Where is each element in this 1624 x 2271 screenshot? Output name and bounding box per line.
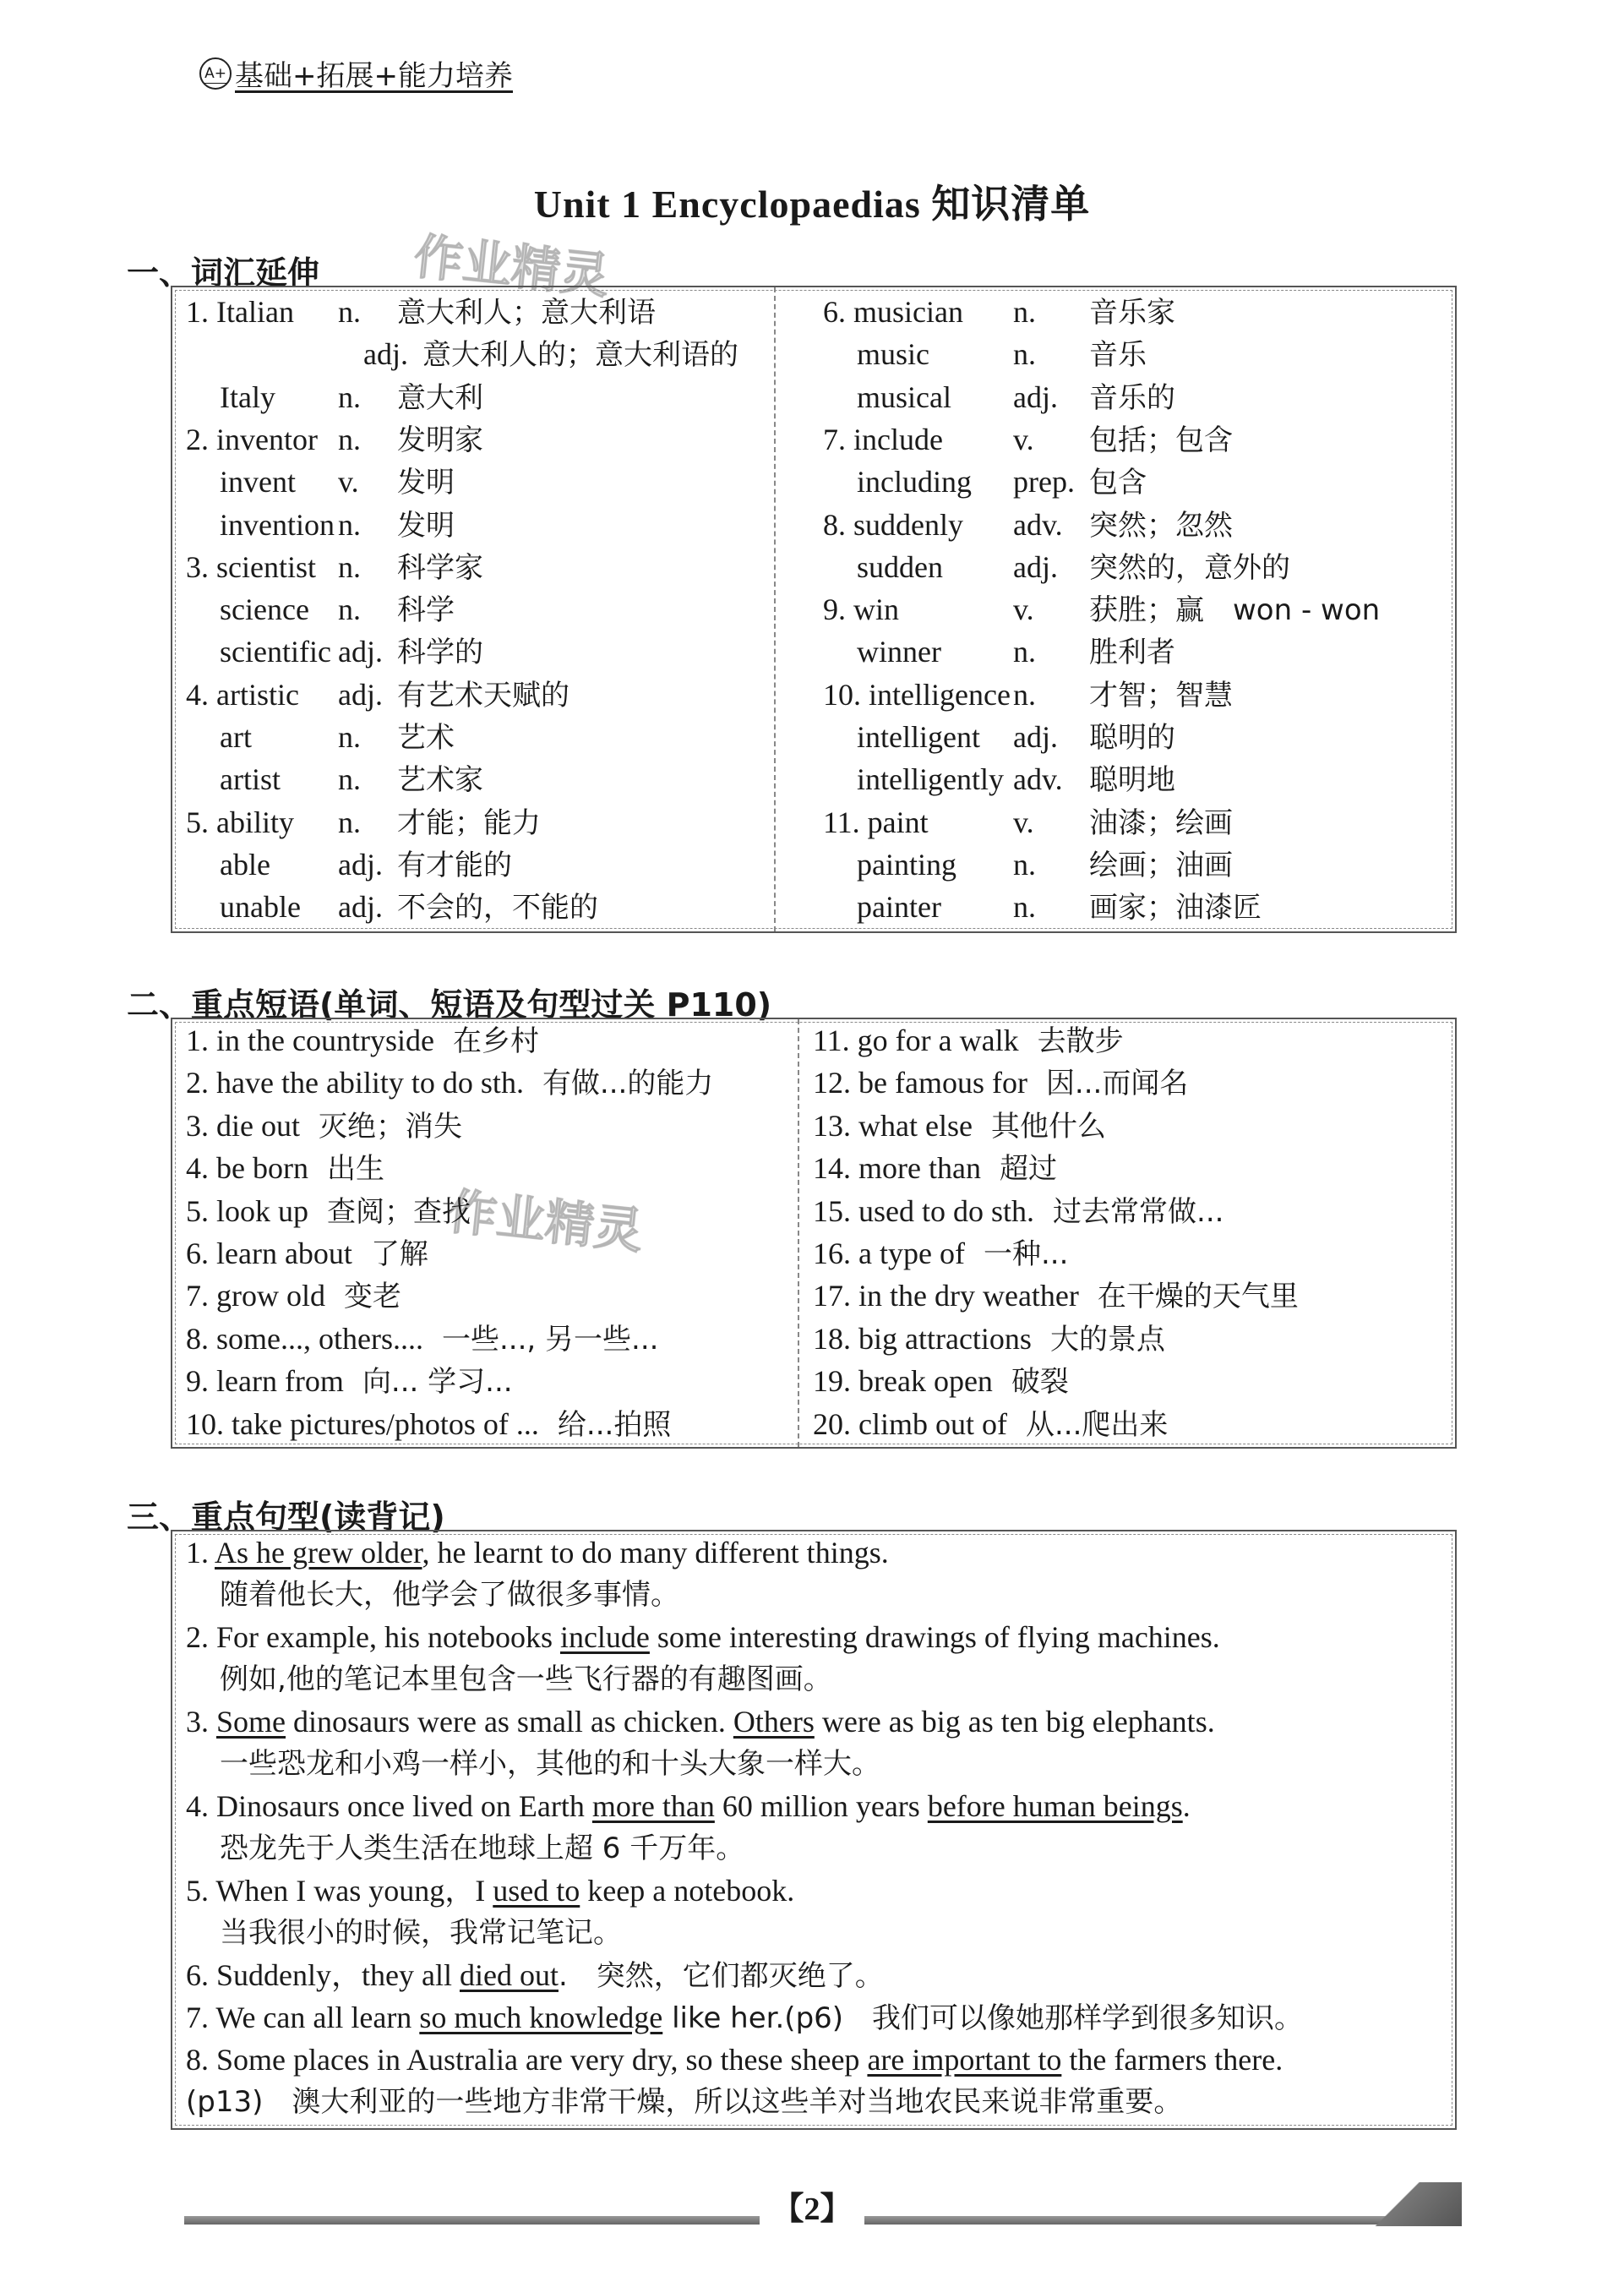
vocab-meaning: 包括；包含 <box>1089 423 1233 457</box>
phrase-chinese: 出生 <box>326 1152 384 1187</box>
vocab-meaning: 突然的，意外的 <box>1089 550 1290 585</box>
vocab-part-of-speech: n. <box>338 592 361 627</box>
vocab-row <box>823 291 1175 333</box>
sentence-text: were as big as ten big elephants. <box>814 1705 1215 1739</box>
vocab-part-of-speech: adj. <box>338 677 383 712</box>
vocabulary-box <box>171 286 1457 933</box>
sentence-english <box>186 2039 1283 2081</box>
phrase-english: 18. big attractions <box>813 1321 1032 1356</box>
key-phrase: As he grew older <box>215 1536 422 1570</box>
vocab-word: sudden <box>857 549 943 584</box>
phrase-chinese: 灭绝；消失 <box>318 1109 462 1144</box>
phrase-row <box>186 1403 671 1445</box>
section-heading-phrases: 二、重点短语(单词、短语及句型过关 P110) <box>127 986 772 1024</box>
phrase-english: 9. learn from <box>186 1364 344 1399</box>
phrase-english: 20. climb out of <box>813 1406 1007 1441</box>
series-name: 基础+拓展+能力培养 <box>235 59 513 93</box>
series-header <box>199 52 513 94</box>
phrase-chinese: 从...爬出来 <box>1025 1407 1169 1442</box>
vocab-part-of-speech: n. <box>338 422 361 456</box>
section-heading-vocabulary: 一、词汇延伸 <box>127 254 320 292</box>
sentences-column <box>186 1531 1445 2128</box>
phrase-english: 16. a type of <box>813 1236 965 1270</box>
sentence-chinese: (p13) 澳大利亚的一些地方非常干燥，所以这些羊对当地农民来说非常重要。 <box>186 2085 1183 2119</box>
vocab-part-of-speech: n. <box>338 762 361 797</box>
vocab-part-of-speech: v. <box>1013 805 1034 839</box>
phrase-chinese: 变老 <box>344 1280 401 1314</box>
sentence-text: the farmers there. <box>1061 2043 1283 2077</box>
vocab-word: music <box>857 337 929 372</box>
vocab-row <box>823 801 1233 843</box>
sentence-text: some interesting drawings of flying machines. <box>649 1620 1220 1654</box>
vocab-meaning: 绘画；油画 <box>1089 848 1233 882</box>
vocab-word: able <box>220 847 270 882</box>
vocab-part-of-speech: n. <box>1013 890 1036 925</box>
phrase-english: 2. have the ability to do sth. <box>186 1066 524 1100</box>
vocab-word: 11. paint <box>823 805 929 839</box>
phrase-row <box>813 1147 1057 1189</box>
vocab-row <box>186 546 483 588</box>
series-logo-icon: A+ <box>199 57 232 90</box>
sentence-text: , he learnt to do many different things. <box>422 1536 889 1570</box>
vocab-meaning: 发明 <box>397 508 455 543</box>
vocab-part-of-speech: adv. <box>1013 507 1063 542</box>
vocab-row <box>823 674 1233 716</box>
key-phrase: Some <box>216 1705 286 1739</box>
vocab-row <box>186 291 656 333</box>
phrase-chinese: 给...拍照 <box>557 1407 672 1442</box>
phrase-row <box>813 1232 1068 1275</box>
vocab-word: 4. artistic <box>186 677 299 712</box>
phrase-row <box>813 1190 1223 1232</box>
vocab-meaning: 突然；忽然 <box>1089 508 1233 543</box>
phrase-chinese: 其他什么 <box>990 1109 1106 1144</box>
sentence-chinese: 恐龙先于人类生活在地球上超 6 千万年。 <box>220 1832 745 1865</box>
sentence-english <box>186 1785 1191 1827</box>
vocab-row <box>823 758 1175 800</box>
key-phrase: more than <box>591 1789 715 1823</box>
phrase-english: 13. what else <box>813 1108 973 1143</box>
vocab-word: 2. inventor <box>186 422 318 456</box>
vocab-meaning: 胜利者 <box>1089 636 1175 670</box>
vocab-part-of-speech: n. <box>1013 847 1036 882</box>
sentence-text: dinosaurs were as small as chicken. <box>286 1705 733 1739</box>
sentence-english <box>186 1701 1215 1743</box>
vocab-row <box>186 418 483 461</box>
vocab-word: 3. scientist <box>186 549 316 584</box>
vocab-meaning: 艺术家 <box>397 763 483 798</box>
phrase-english: 10. take pictures/photos of ... <box>186 1406 539 1441</box>
vocab-part-of-speech: adj. <box>338 635 383 669</box>
sentence-chinese: 一些恐龙和小鸡一样小，其他的和十头大象一样大。 <box>220 1747 880 1781</box>
vocab-meaning: 意大利 <box>397 380 483 415</box>
vocab-word: invent <box>220 465 296 500</box>
vocab-part-of-speech: v. <box>338 465 359 500</box>
vocab-row <box>823 886 1262 928</box>
vocab-word: invention <box>220 507 335 542</box>
vocab-part-of-speech: adj. <box>338 890 383 925</box>
vocab-part-of-speech: n. <box>338 720 361 754</box>
phrase-chinese: 过去常常做... <box>1053 1194 1224 1229</box>
phrase-chinese: 一些..., 另一些... <box>441 1322 659 1357</box>
vocab-part-of-speech: n. <box>338 379 361 414</box>
phrase-row <box>186 1360 513 1402</box>
vocab-meaning: 艺术 <box>397 721 455 755</box>
sentence-text: 7. We can all learn <box>186 2001 420 2034</box>
phrase-row <box>186 1318 658 1360</box>
vocab-part-of-speech: adj. <box>363 337 408 372</box>
phrase-row <box>186 1190 471 1232</box>
phrase-english: 1. in the countryside <box>186 1024 434 1057</box>
phrase-chinese: 大的景点 <box>1049 1322 1165 1357</box>
vocab-word: science <box>220 592 309 627</box>
vocab-word: 1. Italian <box>186 295 294 329</box>
vocabulary-left-column <box>186 287 769 931</box>
vocab-row <box>823 418 1233 461</box>
vocab-part-of-speech: adj. <box>1013 379 1058 414</box>
vocab-word: musical <box>857 379 951 414</box>
phrase-english: 14. more than <box>813 1151 981 1186</box>
vocab-part-of-speech: v. <box>1013 422 1034 456</box>
phrases-box <box>171 1018 1457 1449</box>
phrase-row <box>813 1403 1168 1445</box>
vocab-meaning: 不会的，不能的 <box>397 891 598 925</box>
phrase-english: 8. some..., others.... <box>186 1321 423 1356</box>
phrase-row <box>186 1232 428 1275</box>
phrase-chinese: 在乡村 <box>452 1024 539 1058</box>
phrase-chinese: 去散步 <box>1037 1024 1124 1058</box>
phrase-english: 11. go for a walk <box>813 1024 1019 1057</box>
vocabulary-right-column <box>823 287 1448 931</box>
phrase-english: 19. break open <box>813 1364 993 1399</box>
sentences-box <box>171 1530 1457 2130</box>
phrase-english: 3. die out <box>186 1108 300 1143</box>
sentence-text: . 突然，它们都灭绝了。 <box>558 1959 884 1993</box>
vocab-part-of-speech: n. <box>338 549 361 584</box>
vocab-row <box>186 588 455 631</box>
vocab-row <box>186 631 483 673</box>
vocab-meaning: 油漆；绘画 <box>1089 805 1233 840</box>
sentence-text: 1. <box>186 1536 215 1570</box>
vocab-word: 6. musician <box>823 295 963 329</box>
vocab-meaning: 聪明地 <box>1089 763 1175 798</box>
vocab-meaning: 发明 <box>397 466 455 500</box>
vocab-word: 5. ability <box>186 805 294 839</box>
phrase-english: 5. look up <box>186 1193 309 1228</box>
vocab-part-of-speech: adv. <box>1013 762 1063 797</box>
vocab-meaning: 发明家 <box>397 423 483 457</box>
phrase-chinese: 在干燥的天气里 <box>1097 1280 1299 1314</box>
watermark: 作业精灵 <box>411 227 613 305</box>
vocab-row <box>823 843 1233 886</box>
vocab-meaning: 获胜；赢 won - won <box>1089 593 1381 628</box>
key-phrase: used to <box>493 1874 580 1908</box>
vocab-meaning: 才能；能力 <box>397 805 541 840</box>
vocab-row <box>186 376 483 418</box>
vocab-word: 7. include <box>823 422 943 456</box>
sentence-text: 8. Some places in Australia are very dry, so these sheep <box>186 2043 868 2077</box>
key-phrase: so much knowledge <box>419 2001 663 2034</box>
sentence-text: 5. When I was young，I <box>186 1874 493 1908</box>
vocab-row <box>186 886 598 928</box>
vocab-row <box>186 758 483 800</box>
phrase-row <box>186 1147 384 1189</box>
vocab-meaning: 包含 <box>1089 466 1147 500</box>
vocab-part-of-speech: n. <box>338 805 361 839</box>
vocab-row <box>186 716 455 758</box>
vocab-meaning: 画家；油漆匠 <box>1089 891 1262 925</box>
vocab-word: including <box>857 465 972 500</box>
vocab-word: painter <box>857 890 941 925</box>
vocab-part-of-speech: adj. <box>338 847 383 882</box>
vocab-meaning: 音乐家 <box>1089 296 1175 330</box>
vocab-meaning: 有才能的 <box>397 848 512 882</box>
phrase-row <box>813 1105 1106 1147</box>
key-phrase: include <box>559 1620 650 1654</box>
phrase-english: 7. grow old <box>186 1279 325 1313</box>
sentence-text: 60 million years <box>714 1789 928 1823</box>
sentence-text: 3. <box>186 1705 216 1739</box>
sentence-text: keep a notebook. <box>580 1874 795 1908</box>
vocab-word: unable <box>220 890 301 925</box>
vocab-row <box>186 843 512 886</box>
vocab-meaning: 科学的 <box>397 636 483 670</box>
phrase-chinese: 一种... <box>983 1237 1069 1271</box>
section-heading-sentences: 三、重点句型(读背记) <box>127 1499 445 1536</box>
vocab-meaning: 意大利人；意大利语 <box>397 296 656 330</box>
sentence-english <box>186 1616 1220 1658</box>
sentence-english <box>186 1531 889 1574</box>
vocab-word: Italy <box>220 379 275 414</box>
vocab-part-of-speech: n. <box>1013 337 1036 372</box>
vocab-word: artist <box>220 762 281 797</box>
vocab-row <box>823 631 1175 673</box>
phrase-chinese: 查阅；查找 <box>327 1194 471 1229</box>
watermark: 作业精灵 <box>444 1182 646 1260</box>
sentence-english <box>186 1870 794 1912</box>
vocab-word: intelligently <box>857 762 1004 797</box>
vocab-row <box>823 588 1380 631</box>
sentence-text: 4. Dinosaurs once lived on Earth <box>186 1789 592 1823</box>
sentence-chinese: 随着他长大，他学会了做很多事情。 <box>220 1578 679 1612</box>
phrase-row <box>813 1275 1299 1317</box>
vocab-meaning: 音乐 <box>1089 338 1147 373</box>
phrase-chinese: 超过 <box>999 1152 1057 1187</box>
vocab-part-of-speech: n. <box>1013 677 1036 712</box>
vocab-part-of-speech: n. <box>1013 635 1036 669</box>
phrase-english: 6. learn about <box>186 1236 352 1270</box>
page-title: Unit 1 Encyclopaedias 知识清单 <box>533 183 1091 226</box>
vocab-part-of-speech: n. <box>338 507 361 542</box>
phrase-row <box>813 1318 1165 1360</box>
vocab-row <box>823 504 1233 546</box>
vocab-part-of-speech: prep. <box>1013 465 1075 500</box>
vocab-word: winner <box>857 635 941 669</box>
vocab-meaning: 意大利人的；意大利语的 <box>422 338 738 373</box>
sentence-english <box>186 1954 884 1996</box>
phrase-row <box>186 1062 713 1104</box>
vocab-row <box>186 504 455 546</box>
sentence-text: 6. Suddenly，they all <box>186 1958 460 1992</box>
key-phrase: died out <box>459 1958 559 1992</box>
vocab-meaning: 音乐的 <box>1089 380 1175 415</box>
vocab-row <box>823 546 1290 588</box>
vocab-part-of-speech: v. <box>1013 592 1034 627</box>
phrase-chinese: 有做...的能力 <box>542 1067 714 1101</box>
vocab-part-of-speech: adj. <box>1013 720 1058 754</box>
vocab-meaning: 才智；智慧 <box>1089 678 1233 712</box>
phrase-row <box>813 1019 1124 1062</box>
vocab-row <box>186 801 541 843</box>
phrase-row <box>186 1275 401 1317</box>
sentence-text: 2. For example, his notebooks <box>186 1620 560 1654</box>
vocab-meaning: 有艺术天赋的 <box>397 678 569 712</box>
vocab-row <box>823 716 1175 758</box>
phrase-row <box>813 1062 1188 1104</box>
vocab-word: scientific <box>220 635 331 669</box>
vocab-word: art <box>220 720 252 754</box>
vocab-part-of-speech: n. <box>338 295 361 329</box>
key-phrase: before human beings <box>927 1789 1183 1823</box>
key-phrase: Others <box>733 1705 815 1739</box>
vocab-row <box>823 461 1147 503</box>
sentence-text: . <box>1182 1789 1191 1823</box>
vocab-meaning: 科学 <box>397 593 455 628</box>
vocab-meaning: 聪明的 <box>1089 721 1175 755</box>
vocab-meaning: 科学家 <box>397 550 483 585</box>
vocab-word: intelligent <box>857 720 980 754</box>
phrase-english: 4. be born <box>186 1151 308 1186</box>
phrase-chinese: 了解 <box>370 1237 428 1271</box>
phrase-row <box>186 1105 462 1147</box>
sentence-text: like her.(p6) 我们可以像她那样学到很多知识。 <box>662 2001 1304 2035</box>
vocab-row <box>186 461 455 503</box>
page-number: 【2】 <box>0 2182 1624 2229</box>
vocab-word: 9. win <box>823 592 899 627</box>
vocab-word: 8. suddenly <box>823 507 963 542</box>
vocab-part-of-speech: n. <box>1013 295 1036 329</box>
sentence-chinese: 例如,他的笔记本里包含一些飞行器的有趣图画。 <box>220 1662 832 1696</box>
sentence-english <box>186 1996 1303 2039</box>
phrase-english: 17. in the dry weather <box>813 1279 1079 1313</box>
vocab-word: painting <box>857 847 956 882</box>
key-phrase: are important to <box>867 2043 1062 2077</box>
phrase-chinese: 因...而闻名 <box>1045 1067 1189 1101</box>
vocab-row <box>186 674 569 716</box>
phrase-chinese: 向... 学习... <box>362 1365 513 1400</box>
phrase-row <box>186 1019 539 1062</box>
vocab-row <box>823 376 1175 418</box>
phrase-english: 12. be famous for <box>813 1066 1027 1100</box>
vocab-row <box>186 333 738 375</box>
phrases-left-column <box>186 1019 794 1447</box>
phrase-english: 15. used to do sth. <box>813 1193 1035 1228</box>
vocab-row <box>823 333 1147 375</box>
phrases-right-column <box>813 1019 1447 1447</box>
phrase-row <box>813 1360 1069 1402</box>
sentence-chinese: 当我很小的时候，我常记笔记。 <box>220 1916 622 1950</box>
vocab-word: 10. intelligence <box>823 677 1011 712</box>
vocab-part-of-speech: adj. <box>1013 549 1058 584</box>
phrase-chinese: 破裂 <box>1011 1365 1069 1400</box>
